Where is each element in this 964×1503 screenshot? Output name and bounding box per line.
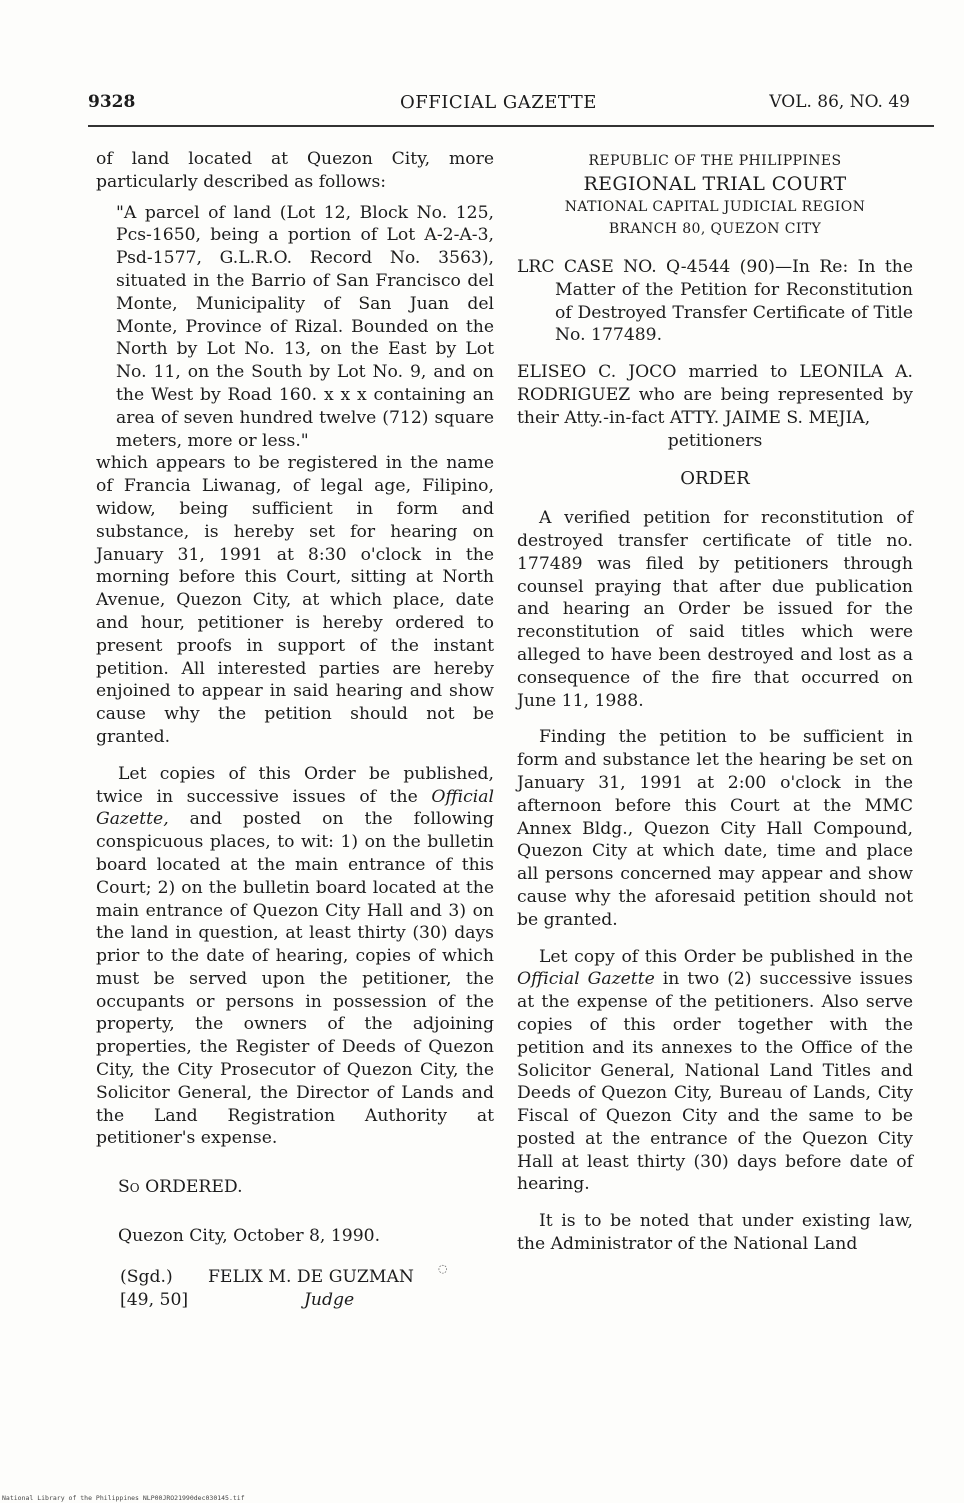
- scan-footer: National Library of the Philippines NLP00JRO21990dec030145.tif: [2, 1494, 245, 1502]
- order-paragraph-3: Let copy of this Order be published in the Official Gazette in two (2) successive issues at the expense of the petitioners. Also serve copies of this order together with the petition and its annexes to the Office of the Solicitor General, National Land Titles and Deeds of Quezon City, Bureau of Lands, City Fiscal of Quezon City and the same to be posted at the entrance of the Quezon City Hall at least thirty (30) days before date of hearing.: [517, 946, 913, 1195]
- order-heading: ORDER: [680, 468, 750, 490]
- order-date: Quezon City, October 8, 1990.: [118, 1226, 381, 1247]
- judge-name: FELIX M. DE GUZMAN: [208, 1266, 414, 1287]
- court-branch: BRANCH 80, QUEZON CITY: [608, 221, 822, 237]
- parties: ELISEO C. JOCO married to LEONILA A. RODRIGUEZ who are being represented by their Atty.-in-fact ATTY. JAIME S. MEJIA,: [517, 362, 913, 428]
- signed-marker: (Sgd.): [120, 1266, 173, 1287]
- so-ordered: So ORDERED.: [118, 1177, 243, 1198]
- issue-reference: [49, 50]: [120, 1289, 189, 1310]
- order-paragraph-1: A verified petition for reconstitution of destroyed transfer certificate of title no. 177489 was filed by petitioners through counsel praying that after due publication and hearing an Order be issued for the reconstitution of said titles which were alleged to have been destroyed and lost as a consequence of the fire that occurred on June 11, 1988.: [517, 508, 913, 711]
- left-column: [96, 148, 494, 1314]
- court-republic: REPUBLIC OF THE PHILIPPINES: [588, 153, 842, 169]
- order-paragraph-2: Finding the petition to be sufficient in form and substance let the hearing be set on January 31, 1991 at 2:00 o'clock in the afternoon before this Court at the MMC Annex Bldg., Quezon City Hall Compound, Quezon City at which date, time and place all persons concerned may appear and show cause why the aforesaid petition should not be granted.: [517, 727, 913, 930]
- case-caption: LRC CASE NO. Q-4544 (90)—In Re: In the Matter of the Petition for Reconstitution of Destroyed Transfer Certificate of Title No. 177489.: [517, 257, 913, 346]
- land-description-quote: "A parcel of land (Lot 12, Block No. 125, Pcs-1650, being a portion of Lot A-2-A-3, Psd-1577, G.L.R.O. Record No. 3563), situated in the Barrio of San Francisco del Monte, Municipality of San Juan del Monte, Province of Rizal. Bounded on the North by Lot No. 13, on the East by Lot No. 11, on the South by Lot No. 9, and on the West by Road 160. x x x containing an area of seven hundred twelve (712) square meters, more or less.": [116, 202, 494, 451]
- court-name: REGIONAL TRIAL COURT: [583, 173, 847, 195]
- page-number: 9328: [88, 92, 136, 112]
- volume-number: VOL. 86, NO. 49: [769, 92, 910, 112]
- signature-block: [96, 1266, 494, 1314]
- gazette-name: Official Gazette: [517, 969, 655, 990]
- order-paragraph-4: It is to be noted that under existing law, the Administrator of the National Land: [517, 1211, 913, 1255]
- court-region: NATIONAL CAPITAL JUDICIAL REGION: [564, 199, 866, 215]
- gazette-name: Official Gazette,: [96, 786, 494, 830]
- running-header: [88, 92, 910, 122]
- petitioners-label: petitioners: [667, 430, 763, 451]
- ink-mark: ◌: [438, 1262, 448, 1275]
- publication-title: OFFICIAL GAZETTE: [400, 92, 597, 113]
- right-column: [517, 150, 913, 1256]
- header-rule: [88, 125, 934, 127]
- hearing-paragraph: which appears to be registered in the name of Francia Liwanag, of legal age, Filipino, widow, being sufficient in form and substance, is hereby set for hearing on January 31, 1991 at 8:30 o'clock in the morning before this Court, sitting at North Avenue, Quezon City, at which place, date and hour, petitioner is hereby ordered to present proofs in support of the instant petition. All interested parties are hereby enjoined to appear in said hearing and show cause why the petition should not be granted.: [96, 453, 494, 747]
- judge-title: Judge: [304, 1289, 355, 1310]
- publication-paragraph: Let copies of this Order be published, twice in successive issues of the Official Gazette, and posted on the following conspicuous places, to wit: 1) on the bulletin board located at the main entrance of this Court; 2) on the bulletin board located at the main entrance of Quezon City Hall and 3) on the land in question, at least thirty (30) days prior to the date of hearing, copies of which must be served upon the petitioner, the occupants or persons in possession of the property, the owners of the adjoining properties, the Register of Deeds of Quezon City, the City Prosecutor of Quezon City, the Solicitor General, the Director of Lands and the Land Registration Authority at petitioner's expense.: [96, 763, 494, 1149]
- intro-paragraph: of land located at Quezon City, more particularly described as follows:: [96, 149, 494, 192]
